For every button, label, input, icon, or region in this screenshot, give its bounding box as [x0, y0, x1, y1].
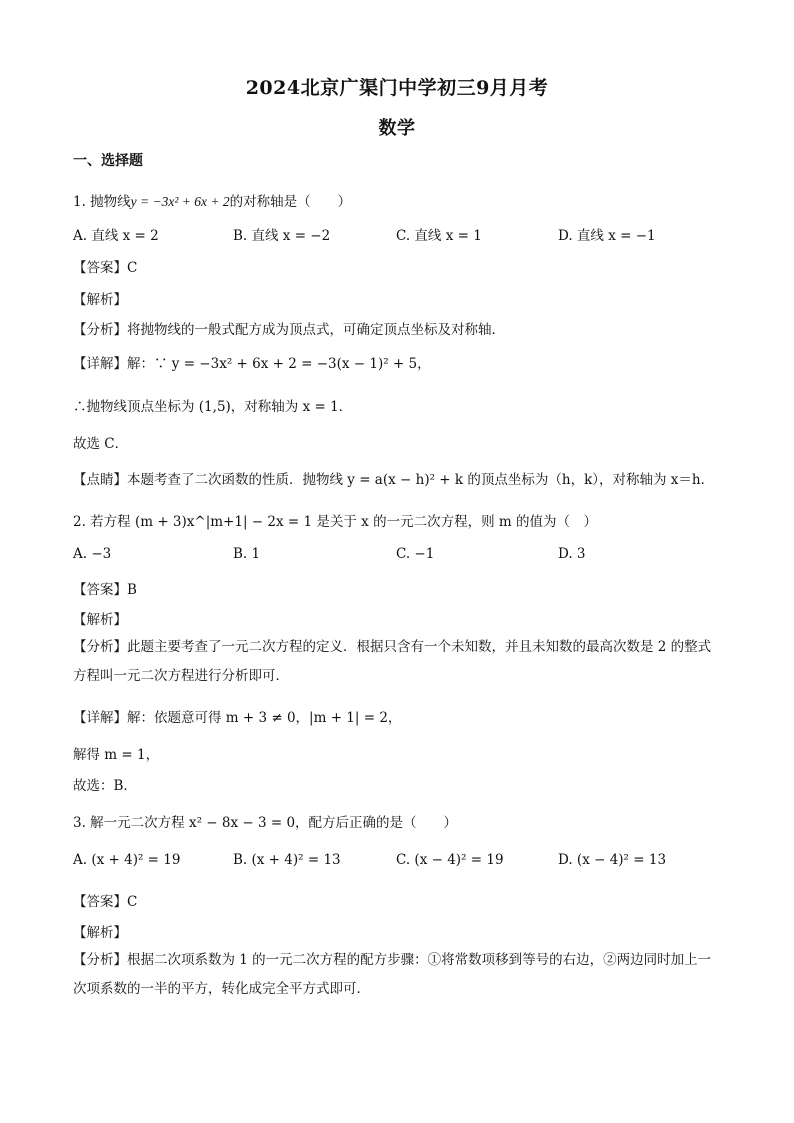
question-3-fenxi-text: 根据二次项系数为 1 的一元二次方程的配方步骤：①将常数项移到等号的右边，②两边同时加上一次项系数的一半的平方，转化成完全平方式即可．	[73, 952, 712, 997]
question-1-option-b: B. 直线 x = −2	[233, 228, 331, 244]
question-1-comment	[73, 468, 714, 488]
question-2-option-b: B. 1	[233, 546, 261, 562]
analysis-label: 【解析】	[73, 612, 127, 628]
question-2-conclusion: 故选：B．	[73, 778, 137, 794]
question-2-option-a: A. −3	[73, 546, 112, 562]
answer-label: 【答案】	[73, 894, 127, 910]
question-2-option-c: C. −1	[396, 546, 435, 562]
question-3-option-b: B. (x + 4)² = 13	[233, 852, 341, 868]
question-1-stem-pre: 1. 抛物线	[73, 194, 131, 210]
fenxi-label: 【分析】	[73, 322, 127, 338]
question-3-fenxi	[73, 946, 718, 1004]
question-1-answer-value: C	[127, 260, 138, 276]
question-2-stem: 2. 若方程 (m + 3)x^|m+1| − 2x = 1 是关于 x 的一元二次方程，则 m 的值为（ ）	[73, 514, 597, 530]
question-3-option-d: D. (x − 4)² = 13	[558, 852, 667, 868]
question-1-detail-2: ∴抛物线顶点坐标为 (1,5)，对称轴为 x = 1．	[73, 399, 353, 415]
comment-label: 【点睛】	[73, 472, 127, 488]
question-2-option-d: D. 3	[558, 546, 586, 562]
analysis-label: 【解析】	[73, 925, 127, 941]
question-3-answer-value: C	[127, 894, 138, 910]
question-2-fenxi-text: 此题主要考查了一元二次方程的定义．根据只含有一个未知数，并且未知数的最高次数是 2 的整式方程叫一元二次方程进行分析即可．	[73, 639, 712, 684]
question-1-option-d: D. 直线 x = −1	[558, 228, 656, 244]
question-1-stem-post: 的对称轴是（ ）	[229, 194, 352, 210]
question-2-answer-value: B	[127, 582, 137, 598]
question-1-fenxi	[73, 318, 505, 338]
question-1-detail	[73, 352, 431, 372]
question-1-stem	[73, 190, 351, 210]
question-2-analysis-label	[73, 608, 127, 628]
question-1-fenxi-text: 将抛物线的一般式配方成为顶点式，可确定顶点坐标及对称轴．	[127, 322, 505, 338]
question-3-stem: 3. 解一元二次方程 x² − 8x − 3 = 0，配方后正确的是（ ）	[73, 815, 458, 831]
page-subtitle: 数学	[378, 118, 416, 139]
question-3-answer	[73, 890, 137, 910]
question-1-detail-text: 解：∵ y = −3x² + 6x + 2 = −3(x − 1)² + 5，	[127, 356, 431, 372]
detail-label: 【详解】	[73, 710, 127, 726]
question-1-answer	[73, 256, 137, 276]
detail-label: 【详解】	[73, 356, 127, 372]
answer-label: 【答案】	[73, 582, 127, 598]
question-1-stem-math: y = −3x² + 6x + 2	[130, 194, 230, 209]
question-1-analysis-label	[73, 288, 127, 308]
section-heading: 一、选择题	[73, 153, 143, 169]
question-2-detail-2: 解得 m = 1，	[73, 747, 160, 763]
question-1-comment-text: 本题考查了二次函数的性质．抛物线 y = a(x − h)² + k 的顶点坐标为（h，k），对称轴为 x＝h．	[127, 472, 715, 488]
question-2-fenxi	[73, 633, 718, 691]
fenxi-label: 【分析】	[73, 639, 127, 655]
question-2-detail	[73, 706, 401, 726]
question-3-analysis-label	[73, 921, 127, 941]
question-2-answer	[73, 578, 137, 598]
question-1-option-c: C. 直线 x = 1	[396, 228, 482, 244]
analysis-label: 【解析】	[73, 292, 127, 308]
answer-label: 【答案】	[73, 260, 127, 276]
question-3-option-a: A. (x + 4)² = 19	[73, 852, 181, 868]
page-title: 2024北京广渠门中学初三9月月考	[245, 77, 549, 99]
question-3-option-c: C. (x − 4)² = 19	[396, 852, 504, 868]
question-1-option-a: A. 直线 x = 2	[73, 228, 159, 244]
question-1-conclusion: 故选 C．	[73, 436, 129, 452]
fenxi-label: 【分析】	[73, 952, 127, 968]
question-2-detail-text: 解：依题意可得 m + 3 ≠ 0，|m + 1| = 2，	[127, 710, 402, 726]
